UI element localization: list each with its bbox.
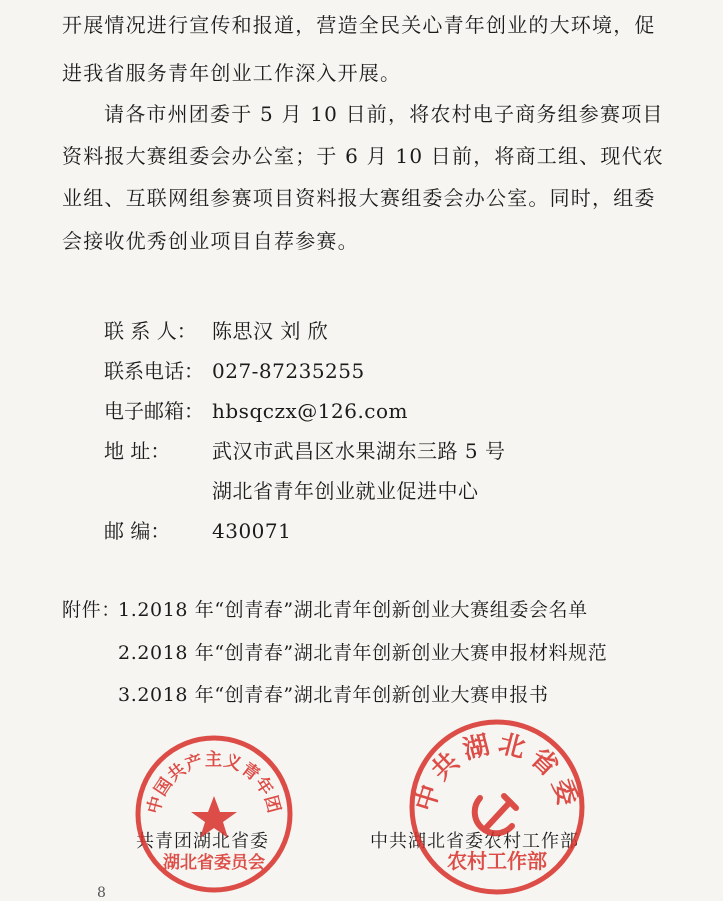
contact-phone-label: 联系电话： — [104, 359, 204, 383]
paragraph-2-line-4: 会接收优秀创业项目自荐参赛。 — [62, 229, 359, 253]
signatory-youth-league: 共青团湖北省委 — [136, 831, 269, 852]
paragraph-2-line-1: 请各市州团委于 5 月 10 日前，将农村电子商务组参赛项目 — [104, 102, 664, 126]
contact-email-value: hbsqczx@126.com — [212, 399, 409, 423]
seal-1-arc-text: 中国共产主义青年团 — [144, 750, 284, 816]
page-mark: 8 — [97, 885, 106, 901]
attachment-item-2: 2.2018 年“创青春”湖北青年创新创业大赛申报材料规范 — [118, 642, 608, 664]
contact-address-value: 武汉市武昌区水果湖东三路 5 号 — [212, 439, 506, 463]
bleed-through-text — [420, 238, 439, 263]
seal-2-arc-text: 中共湖北省委 — [410, 728, 584, 815]
star-icon — [191, 796, 237, 838]
seal-2-bottom-text: 农村工作部 — [447, 849, 547, 873]
contact-phone-value: 027-87235255 — [212, 359, 365, 383]
paragraph-2-line-3: 业组、互联网组参赛项目资料报大赛组委会办公室。同时，组委 — [62, 186, 656, 210]
signatory-rural-work-dept: 中共湖北省委农村工作部 — [370, 831, 579, 852]
seal-1-bottom-text: 湖北省委员会 — [163, 853, 265, 873]
attachment-item-3: 3.2018 年“创青春”湖北青年创新创业大赛申报书 — [118, 684, 549, 706]
paragraph-1-line-2: 进我省服务青年创业工作深入开展。 — [62, 61, 402, 85]
contact-postcode-label: 邮 编： — [104, 519, 171, 543]
paragraph-1-line-1: 开展情况进行宣传和报道，营造全民关心青年创业的大环境，促 — [62, 13, 656, 37]
hammer-sickle-icon — [475, 796, 516, 833]
youth-league-seal — [132, 732, 296, 896]
rural-work-seal — [406, 716, 588, 898]
attachments-label: 附件： — [62, 599, 121, 621]
svg-text:中共湖北省委 — [410, 729, 584, 815]
contact-person-label: 联 系 人： — [104, 319, 197, 343]
attachment-item-1: 1.2018 年“创青春”湖北青年创新创业大赛组委会名单 — [118, 599, 588, 621]
contact-org-value: 湖北省青年创业就业促进中心 — [212, 479, 479, 503]
contact-email-label: 电子邮箱： — [104, 399, 204, 423]
contact-address-label: 地 址： — [104, 439, 171, 463]
contact-person-value: 陈思汉 刘 欣 — [212, 319, 329, 343]
paragraph-2-line-2: 资料报大赛组委会办公室；于 6 月 10 日前，将商工组、现代农 — [62, 144, 665, 168]
contact-postcode-value: 430071 — [212, 519, 292, 543]
